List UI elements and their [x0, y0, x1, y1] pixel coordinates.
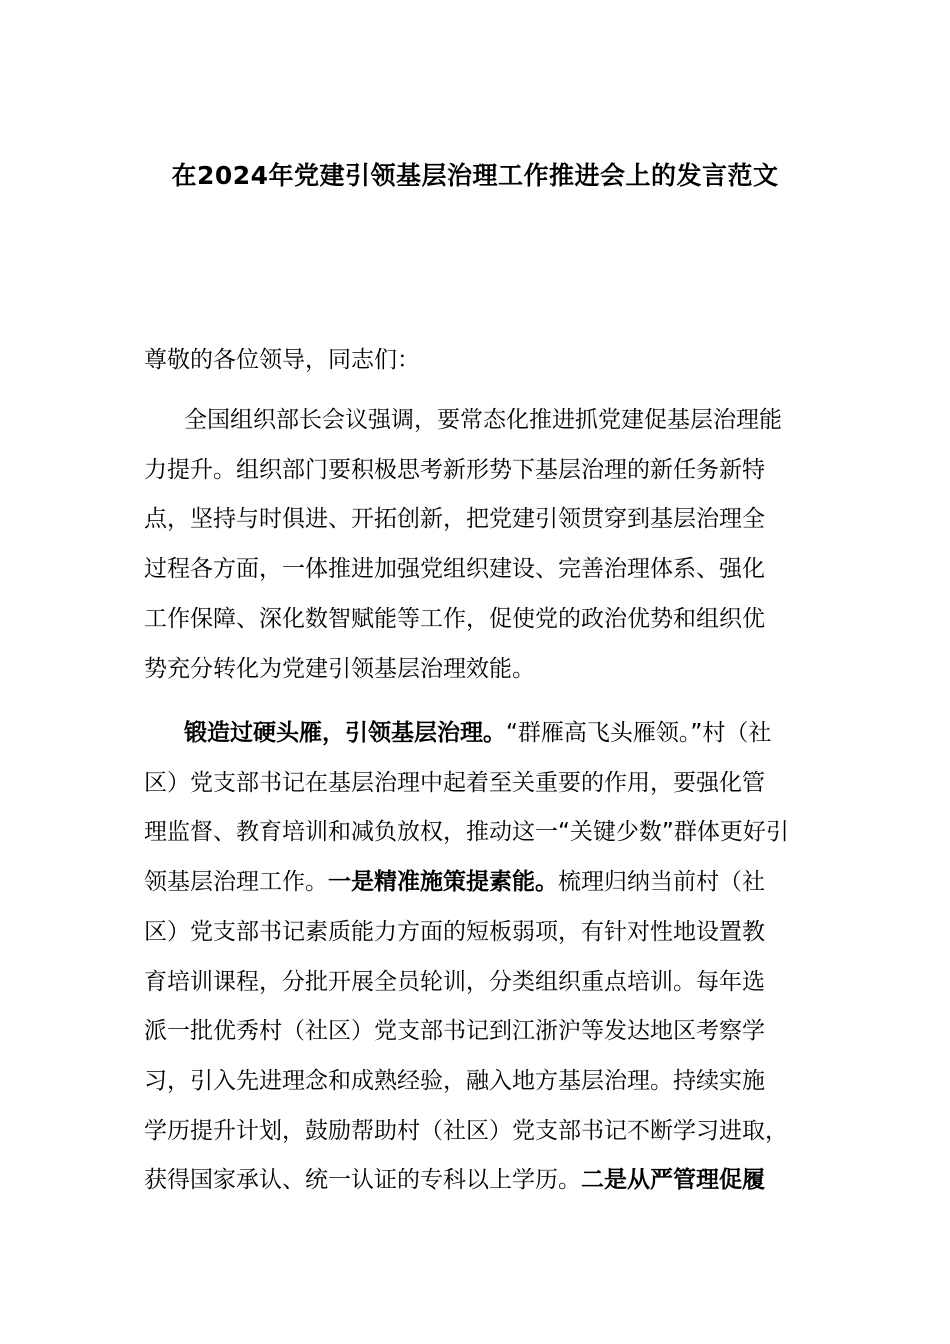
paragraph-1: [144, 396, 824, 694]
paragraph-text: “群雁高飞头雁领。”村（社: [506, 720, 772, 746]
paragraph-1-line: 力提升。组织部门要积极思考新形势下基层治理的新任务新特: [144, 456, 765, 483]
paragraph-2-line: [144, 709, 824, 759]
paragraph-2-line: 理监督、教育培训和减负放权，推动这一“关键少数”群体更好引: [144, 819, 789, 846]
paragraph-1-line: 过程各方面，一体推进加强党组织建设、完善治理体系、强化: [144, 556, 765, 583]
paragraph-2-line: 区）党支部书记在基层治理中起着至关重要的作用，要强化管: [144, 769, 765, 796]
paragraph-2-line: 学历提升计划，鼓励帮助村（社区）党支部书记不断学习进取，: [144, 1117, 788, 1144]
paragraph-1-line: 全国组织部长会议强调，要常态化推进抓党建促基层治理能: [184, 407, 782, 433]
paragraph-2-line: 习，引入先进理念和成熟经验，融入地方基层治理。持续实施: [144, 1067, 765, 1094]
paragraph-2-line: [144, 858, 824, 908]
paragraph-2-line: 派一批优秀村（社区）党支部书记到江浙沪等发达地区考察学: [144, 1018, 765, 1045]
section-heading: 锻造过硬头雁，引领基层治理。: [184, 720, 506, 746]
paragraph-1-line: 工作保障、深化数智赋能等工作，促使党的政治优势和组织优: [144, 605, 765, 632]
subsection-heading: 二是从严管理促履: [581, 1167, 765, 1194]
paragraph-text: 梳理归纳当前村（社: [558, 869, 765, 896]
paragraph-2-line: 育培训课程，分批开展全员轮训，分类组织重点培训。每年选: [144, 968, 765, 995]
paragraph-2-line: 区）党支部书记素质能力方面的短板弱项，有针对性地设置教: [144, 918, 765, 945]
paragraph-1-line: 势充分转化为党建引领基层治理效能。: [144, 655, 535, 682]
document-title: 在2024年党建引领基层治理工作推进会上的发言范文: [171, 161, 779, 190]
subsection-heading: 一是精准施策提素能。: [328, 869, 558, 896]
paragraph-text: 获得国家承认、统一认证的专科以上学历。: [144, 1167, 581, 1194]
paragraph-1-line: 点，坚持与时俱进、开拓创新，把党建引领贯穿到基层治理全: [144, 506, 765, 533]
salutation: 尊敬的各位领导，同志们：: [144, 347, 420, 373]
paragraph-2: [144, 709, 824, 1206]
paragraph-2-line: [144, 1156, 824, 1206]
paragraph-text: 领基层治理工作。: [144, 869, 328, 896]
